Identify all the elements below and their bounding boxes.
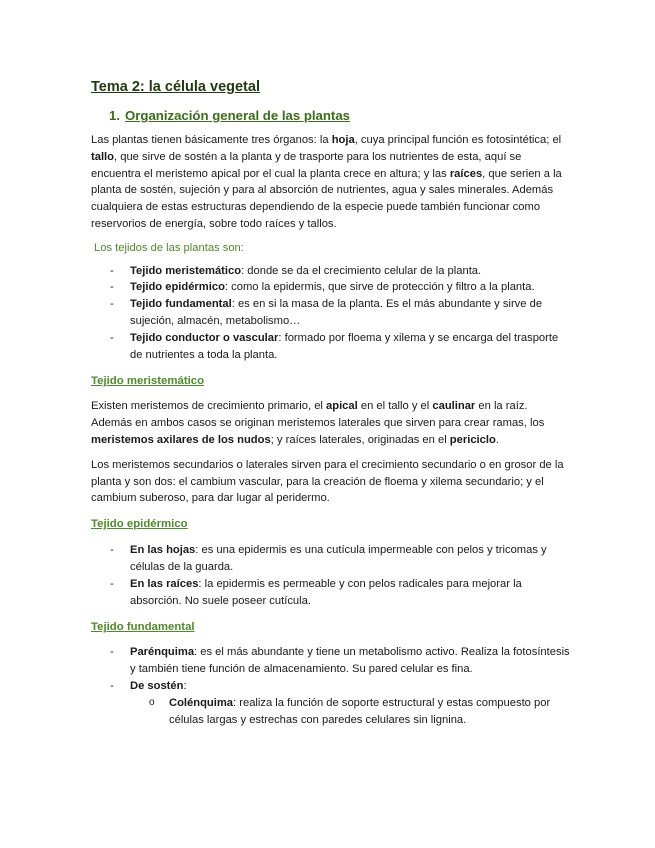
section-title: Organización general de las plantas — [125, 108, 350, 123]
meristematico-paragraph-1: Existen meristemos de crecimiento primario, el apical en el tallo y el caulinar en la raíz. Además en ambos casos se originan meristemos laterales que sirven para crear ramas, los meristemos axilares de los nudos; y raíces laterales, originadas en el periciclo. — [91, 400, 545, 446]
epidermico-list — [91, 542, 571, 609]
fundamental-list — [91, 644, 571, 694]
list-item: - Parénquima: es el más abundante y tiene un metabolismo activo. Realiza la fotosíntesis y también tiene función de almacenamiento. Su pared celular es fina. — [110, 646, 570, 676]
tissues-list — [91, 263, 571, 364]
list-item: - Tejido meristemático: donde se da el crecimiento celular de la planta. — [110, 264, 482, 277]
list-item: - En las raíces: la epidermis es permeable y con pelos radicales para mejorar la absorción. No suele poseer cutícula. — [110, 577, 522, 607]
fundamental-heading: Tejido fundamental — [91, 621, 195, 634]
list-item: - En las hojas: es una epidermis es una cutícula impermeable con pelos y tricomas y células de la guarda. — [110, 544, 547, 573]
list-item: - Tejido conductor o vascular: formado por floema y xilema y se encarga del trasporte de nutrientes a toda la planta. — [110, 331, 559, 361]
list-item: - Tejido epidérmico: como la epidermis, que sirve de protección y filtro a la planta. — [110, 281, 535, 294]
tissues-intro: Los tejidos de las plantas son: — [94, 241, 244, 254]
document-page — [91, 76, 571, 728]
list-item: - Tejido fundamental: es en si la masa de la planta. Es el más abundante y sirve de sujeción, almacén, metabolismo… — [110, 298, 543, 327]
section-heading — [91, 106, 571, 126]
intro-paragraph: Las plantas tienen básicamente tres órganos: la hoja, cuya principal función es fotosintética; el tallo, que sirve de sostén a la planta y de trasporte para los nutrientes de esta, aquí se encuentra el meristemo apical por el cual la planta crece en altura; y las raíces, que serien a la planta de sostén, sujeción y para al absorción de nutrientes, agua y sales minerales. Además cualquiera de estas estructuras dependiendo de la especie puede también funcionar como reservorios de energía, sobre todo raíces y tallos. — [91, 134, 562, 230]
list-item: - De sostén: — [110, 679, 187, 692]
epidermico-heading: Tejido epidérmico — [91, 518, 188, 531]
sosten-sublist — [91, 695, 571, 729]
meristematico-heading: Tejido meristemático — [91, 375, 205, 388]
meristematico-paragraph-2: Los meristemos secundarios o laterales sirven para el crecimiento secundario o en grosor de la planta y son dos: el cambium vascular, para la creación de floema y xilema secundario; y el cambium suberoso, para dar lugar al peridermo. — [91, 458, 564, 505]
page-title: Tema 2: la célula vegetal — [91, 79, 260, 95]
list-item: o Colénquima: realiza la función de soporte estructural y estas compuesto por células largas y estrechas con paredes celulares sin lignina. — [149, 696, 551, 726]
section-number: 1. — [109, 108, 120, 123]
